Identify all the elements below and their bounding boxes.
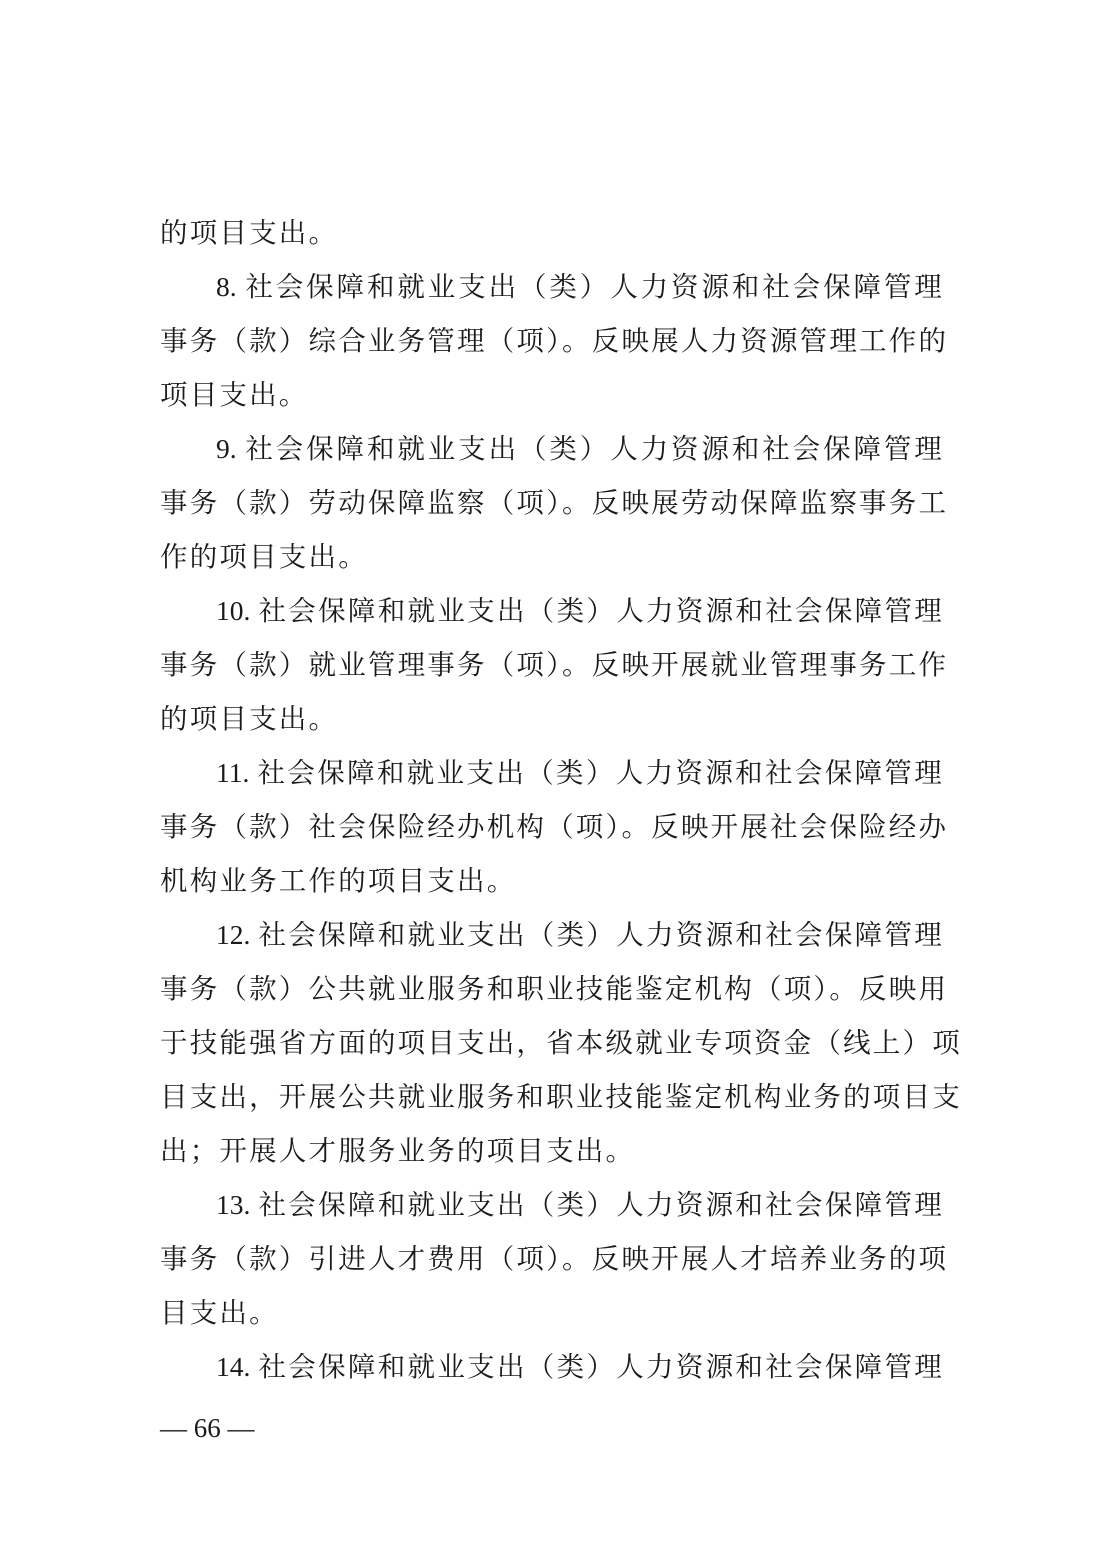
text-line: 机构业务工作的项目支出。: [160, 865, 517, 897]
text-line: 于技能强省方面的项目支出，省本级就业专项资金（线上）项: [160, 1027, 962, 1059]
text-line: 出；开展人才服务业务的项目支出。: [160, 1135, 636, 1167]
item-number: 13.: [216, 1189, 251, 1220]
text-line: 事务（款）劳动保障监察（项）。反映展劳动保障监察事务工: [160, 487, 949, 519]
item-number: 12.: [216, 919, 251, 950]
item-9-heading-line: 9. 社会保障和就业支出（类）人力资源和社会保障管理: [216, 433, 944, 465]
page-number: — 66 —: [160, 1413, 255, 1443]
text-line: 项目支出。: [160, 379, 309, 411]
text-line: 作的项目支出。: [160, 541, 368, 573]
item-number: 9.: [216, 433, 237, 464]
text-line: 事务（款）就业管理事务（项）。反映开展就业管理事务工作: [160, 649, 949, 681]
body-text: [160, 206, 962, 1394]
text-line: 的项目支出。: [160, 217, 339, 249]
text-line: 事务（款）社会保险经办机构（项）。反映开展社会保险经办: [160, 811, 949, 843]
item-10-heading-line: 10. 社会保障和就业支出（类）人力资源和社会保障管理: [216, 595, 944, 627]
item-number: 11.: [216, 757, 250, 788]
text-line: 的项目支出。: [160, 703, 339, 735]
item-13-heading-line: 13. 社会保障和就业支出（类）人力资源和社会保障管理: [216, 1189, 944, 1221]
text-line: 事务（款）引进人才费用（项）。反映开展人才培养业务的项: [160, 1243, 949, 1275]
item-number: 8.: [216, 271, 237, 302]
item-number: 14.: [216, 1351, 251, 1382]
text-line: 目支出，开展公共就业服务和职业技能鉴定机构业务的项目支: [160, 1081, 962, 1113]
item-11-heading-line: 11. 社会保障和就业支出（类）人力资源和社会保障管理: [216, 757, 944, 789]
item-number: 10.: [216, 595, 251, 626]
item-8-heading-line: 8. 社会保障和就业支出（类）人力资源和社会保障管理: [216, 271, 944, 303]
item-14-heading-line: 14. 社会保障和就业支出（类）人力资源和社会保障管理: [216, 1351, 944, 1383]
text-line: 事务（款）综合业务管理（项）。反映展人力资源管理工作的: [160, 325, 949, 357]
text-line: 目支出。: [160, 1297, 279, 1329]
text-line: 事务（款）公共就业服务和职业技能鉴定机构（项）。反映用: [160, 973, 949, 1005]
item-12-heading-line: 12. 社会保障和就业支出（类）人力资源和社会保障管理: [216, 919, 944, 951]
